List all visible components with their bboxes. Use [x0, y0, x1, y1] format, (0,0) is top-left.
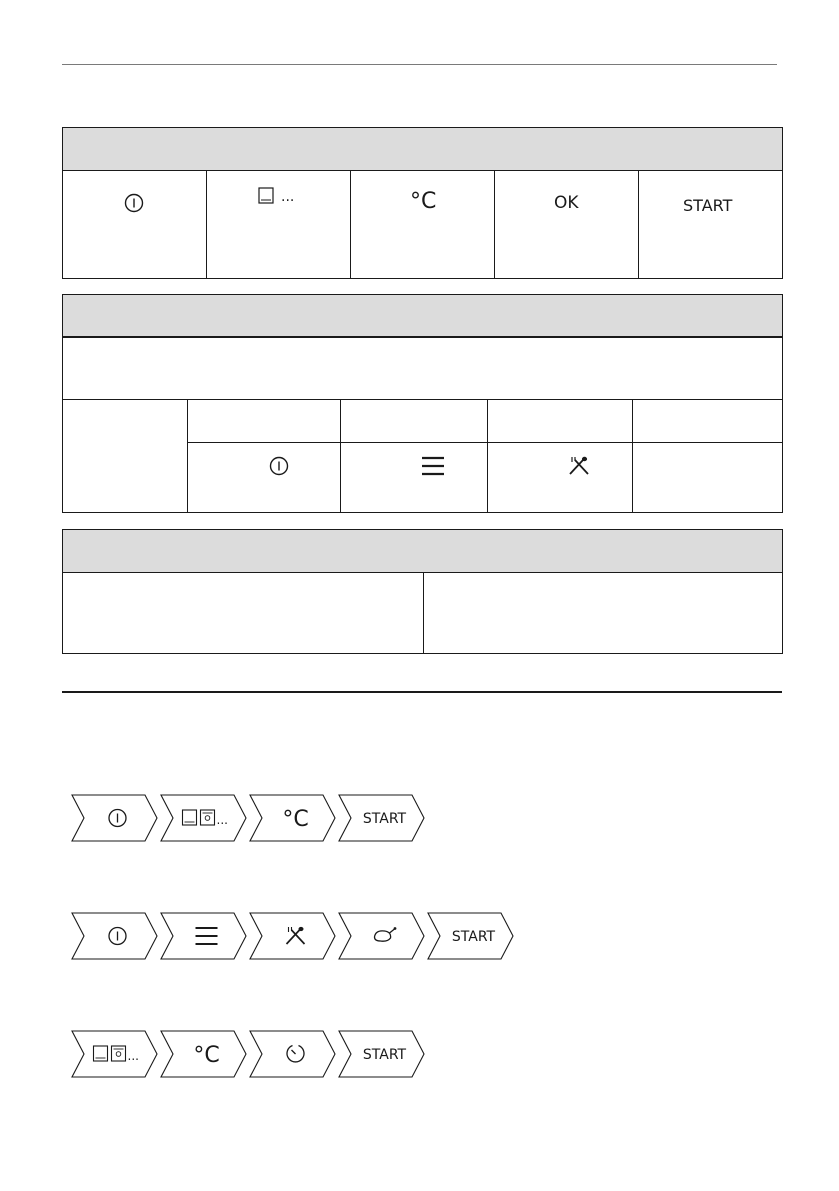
svg-text:START: START	[362, 811, 407, 827]
sequence-step	[339, 913, 424, 959]
oven-function-suffix: ...	[281, 189, 295, 205]
features-table	[62, 294, 783, 513]
oven-function-suffix: ...	[127, 1049, 139, 1063]
oven-function-icon	[258, 187, 274, 205]
features-col-divider-4	[632, 399, 633, 512]
start-icon	[363, 1047, 407, 1063]
controls-table-header	[63, 128, 782, 171]
controls-cell-ok	[495, 171, 639, 278]
svg-text:START: START	[362, 1047, 407, 1063]
temperature-icon	[282, 807, 308, 832]
power-icon	[269, 456, 289, 476]
features-table-header	[63, 295, 782, 338]
sequence-step	[72, 913, 157, 959]
sequence-step	[250, 1031, 335, 1077]
features-col-divider-2	[340, 399, 341, 512]
menu-icon	[421, 456, 445, 476]
sequence-step	[161, 913, 246, 959]
sequence-step	[339, 1031, 424, 1077]
sequence-step	[161, 795, 246, 841]
sequence-step	[250, 913, 335, 959]
notes-table-header	[63, 530, 782, 573]
features-subrow-divider	[187, 442, 782, 443]
chevron-step-shape	[72, 1031, 157, 1077]
start-icon: START	[683, 196, 733, 215]
controls-cell-function	[207, 171, 351, 278]
chevron-step-shape	[72, 795, 157, 841]
notes-col-divider	[423, 573, 424, 653]
controls-cell-temperature	[351, 171, 495, 278]
chevron-step-shape	[339, 913, 424, 959]
temperature-icon: °C	[410, 189, 437, 214]
chevron-step-shape	[161, 795, 246, 841]
svg-text:START: START	[451, 929, 496, 945]
notes-table	[62, 529, 783, 654]
chevron-step-shape	[72, 913, 157, 959]
ok-icon: OK	[554, 193, 579, 213]
power-icon	[124, 193, 144, 213]
section-rule	[62, 691, 782, 693]
sequence-step	[428, 913, 513, 959]
controls-cell-start	[639, 171, 782, 278]
top-rule	[62, 64, 777, 65]
svg-text:°C: °C	[193, 1043, 220, 1068]
sequence-step	[161, 1031, 246, 1077]
svg-text:°C: °C	[282, 807, 309, 832]
start-icon	[363, 811, 407, 827]
controls-cell-power	[63, 171, 207, 278]
temperature-icon	[193, 1043, 219, 1068]
step-sequence	[0, 911, 517, 961]
start-icon	[452, 929, 496, 945]
cutlery-icon	[568, 456, 590, 476]
oven-function-suffix: ...	[216, 813, 228, 827]
chevron-step-shape	[250, 1031, 335, 1077]
chevron-step-shape	[250, 913, 335, 959]
sequence-step	[250, 795, 335, 841]
sequence-step	[339, 795, 424, 841]
sequence-step	[72, 1031, 157, 1077]
features-row-divider	[63, 399, 782, 400]
features-col-divider-1	[187, 399, 188, 512]
features-col-divider-3	[487, 399, 488, 512]
sequence-step	[72, 795, 157, 841]
step-sequence	[0, 793, 428, 843]
step-sequence	[0, 1029, 428, 1079]
